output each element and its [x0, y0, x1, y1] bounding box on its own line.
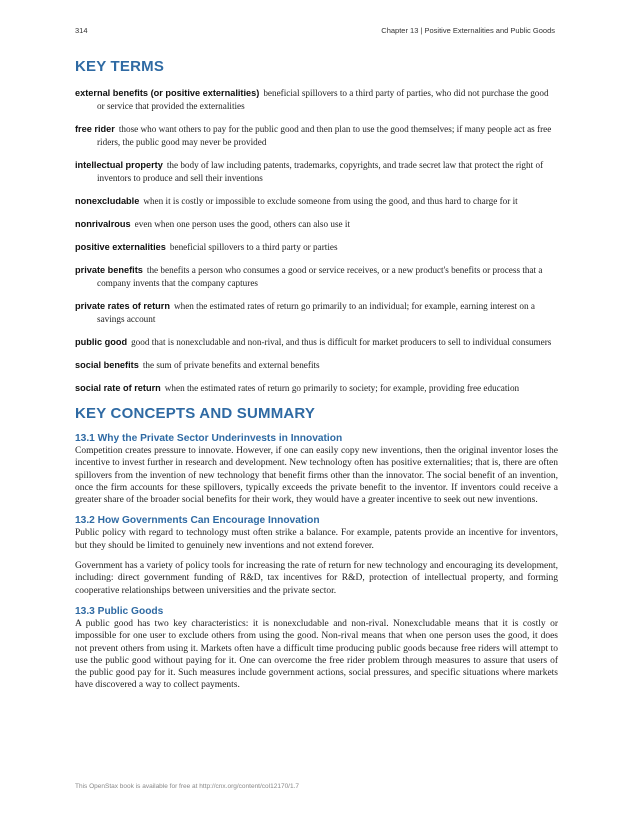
summary-section-title: 13.2 How Governments Can Encourage Innovation: [75, 515, 320, 527]
chapter-title: Chapter 13 | Positive Externalities and Public Goods: [381, 26, 555, 35]
key-term-name: social rate of return: [75, 383, 161, 393]
key-term-definition: when the estimated rates of return go primarily to society; for example, providing free education: [164, 383, 520, 393]
summary-section-title: 13.1 Why the Private Sector Underinvests in Innovation: [75, 433, 343, 444]
footer-note: This OpenStax book is available for free at http://cnx.org/content/col12170/1.7: [75, 783, 300, 790]
key-term-item: [75, 123, 558, 149]
key-term-definition: beneficial spillovers to a third party of parties, who did not purchase the good or service that provided the externalities: [97, 88, 549, 111]
summary-paragraph: Government has a variety of policy tools for increasing the rate of return for new technology and encouraging its development, including: direct government funding of R&D, tax incentives for R&D, protection of intellectual property, and forming cooperative relationships between universities and the private sector.: [75, 561, 558, 596]
key-term-name: positive externalities: [75, 242, 166, 252]
key-term-item: [75, 336, 558, 349]
key-term-definition: when the estimated rates of return go primarily to an individual; for example, earning interest on a savings account: [97, 301, 535, 324]
summary-section: [75, 432, 558, 506]
summary-paragraph: Public policy with regard to technology must often strike a balance. For example, patents provide an incentive for inventors, but they should be limited to genuinely new inventions and not extend forever.: [75, 528, 558, 551]
key-term-item: [75, 382, 558, 395]
summary-section-title: 13.3 Public Goods: [75, 605, 164, 617]
key-term-item: [75, 300, 558, 326]
summary-heading: KEY CONCEPTS AND SUMMARY: [75, 405, 316, 422]
key-term-item: [75, 159, 558, 185]
key-term-name: intellectual property: [75, 160, 163, 170]
key-term-name: nonrivalrous: [75, 219, 131, 229]
key-term-name: public good: [75, 337, 128, 347]
running-header: [75, 26, 555, 38]
page-content: [75, 58, 558, 700]
summary-section: [75, 514, 558, 596]
key-term-item: [75, 264, 558, 290]
key-term-definition: those who want others to pay for the public good and then plan to use the good themselves; if many people act as free riders, the public good may never be provided: [97, 124, 552, 147]
key-term-name: private benefits: [75, 265, 143, 275]
key-term-definition: when it is costly or impossible to exclude someone from using the good, and thus hard to charge for it: [143, 196, 518, 206]
summary-paragraph: A public good has two key characteristics: it is nonexcludable and non-rival. Nonexcludable means that it is costly or impossible for one user to exclude others from using the good. Non-rival means that when one person uses the good, it does not prevent others from using it. Markets often have a difficult time producing public goods because free riders will attempt to use the public good without paying for it. One can overcome the free rider problem through measures to assure that users of the public good pay for it. Such measures include government actions, social pressures, and specific situations where markets have discovered a way to collect payments.: [75, 618, 558, 691]
key-term-definition: the sum of private benefits and external benefits: [142, 360, 320, 370]
key-term-name: social benefits: [75, 360, 139, 370]
key-term-definition: even when one person uses the good, others can also use it: [134, 219, 350, 229]
key-terms-list: [75, 87, 558, 395]
key-term-definition: good that is nonexcludable and non-rival, and thus is difficult for market producers to sell to individual consumers: [131, 337, 552, 347]
key-term-definition: the benefits a person who consumes a good or service receives, or a new product's benefits or process that a company invents that the company captures: [97, 265, 543, 288]
key-term-item: [75, 359, 558, 372]
summary-body: [75, 432, 558, 692]
key-term-name: external benefits (or positive externalities): [75, 88, 260, 98]
key-term-item: [75, 195, 558, 208]
key-term-item: [75, 218, 558, 231]
key-term-name: private rates of return: [75, 301, 170, 311]
key-terms-heading: KEY TERMS: [75, 58, 165, 75]
key-term-item: [75, 87, 558, 113]
summary-paragraph: Competition creates pressure to innovate. However, if one can easily copy new inventions, then the original inventor loses the incentive to invest further in research and development. New technology often has positive externalities; that is, there are often spillovers from the invention of new technology that benefit firms other than the innovator. The social benefit of an invention, once the firm accounts for these spillovers, typically exceeds the private benefit to the inventor. If inventors could receive a greater share of the broader social benefits for their work, they would have a greater incentive to seek out new inventions.: [75, 446, 558, 506]
key-term-name: nonexcludable: [75, 196, 140, 206]
key-term-item: [75, 241, 558, 254]
key-term-name: free rider: [75, 124, 115, 134]
key-term-definition: the body of law including patents, trademarks, copyrights, and trade secret law that protect the right of inventors to produce and sell their inventions: [97, 160, 544, 183]
summary-section: [75, 605, 558, 692]
page-number: 314: [75, 26, 88, 35]
key-term-definition: beneficial spillovers to a third party or parties: [169, 242, 338, 252]
